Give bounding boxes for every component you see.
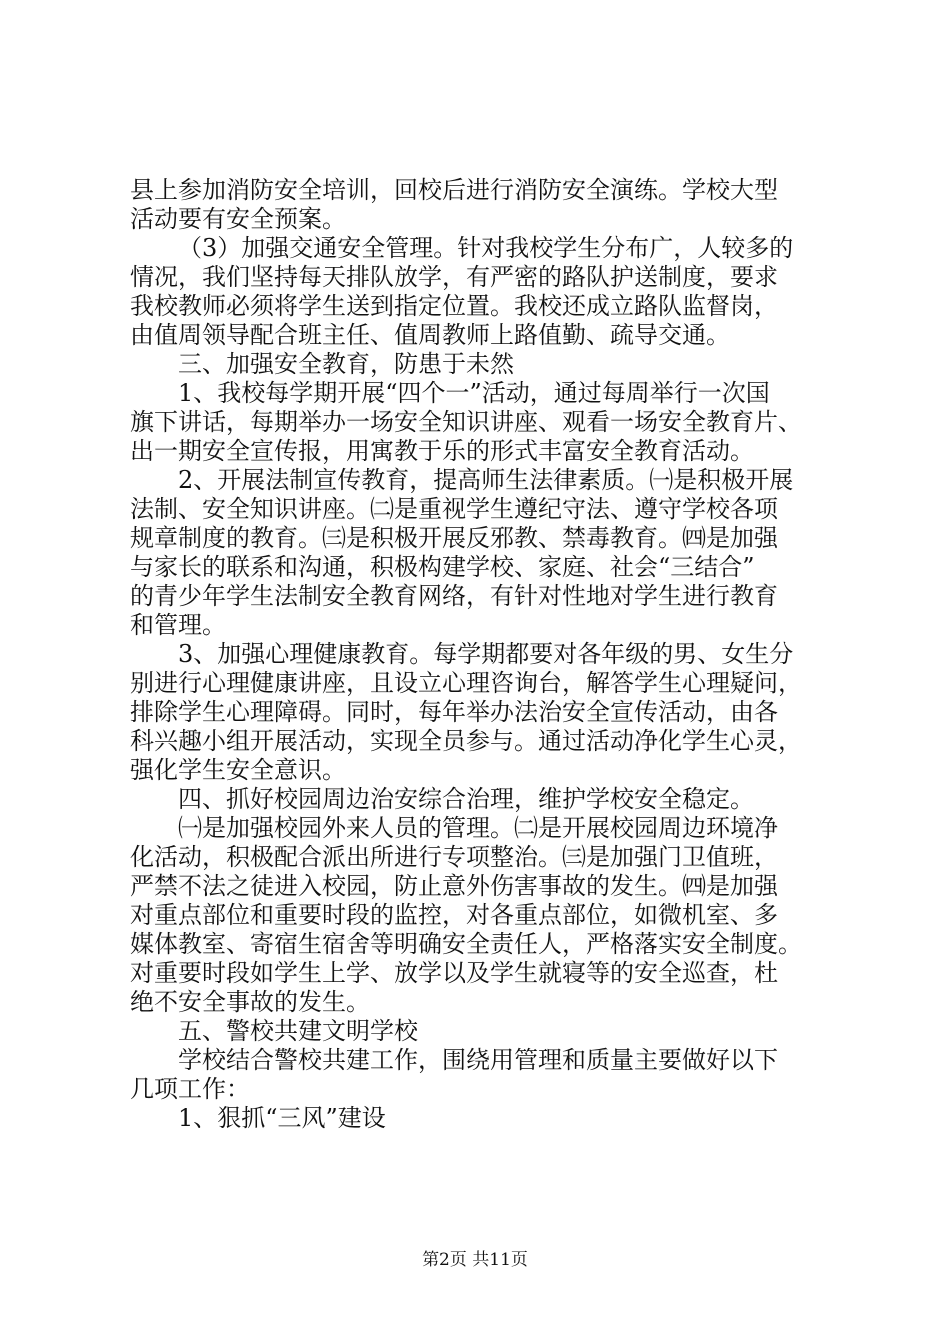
paragraph-first-line: 五、警校共建文明学校 [178, 1017, 418, 1045]
paragraph-line: 和管理。 [130, 611, 226, 639]
document-body [130, 176, 830, 1133]
paragraph-line: 化活动，积极配合派出所进行专项整治。㈢是加强门卫值班， [130, 843, 778, 871]
paragraph-first-line: 2、开展法制宣传教育，提高师生法律素质。㈠是积极开展 [178, 466, 794, 494]
paragraph-line: 县上参加消防安全培训，回校后进行消防安全演练。学校大型 [130, 176, 778, 204]
paragraph-first-line: ㈠是加强校园外来人员的管理。㈡是开展校园周边环境净 [178, 814, 778, 842]
paragraph-line: 媒体教室、寄宿生宿舍等明确安全责任人，严格落实安全制度。 [130, 930, 802, 958]
paragraph-line: 绝不安全事故的发生。 [130, 988, 370, 1016]
paragraph-line: 由值周领导配合班主任、值周教师上路值勤、疏导交通。 [130, 321, 730, 349]
paragraph-first-line: 四、抓好校园周边治安综合治理，维护学校安全稳定。 [178, 785, 754, 813]
paragraph-line: 排除学生心理障碍。同时，每年举办法治安全宣传活动，由各 [130, 698, 778, 726]
paragraph-line: 我校教师必须将学生送到指定位置。我校还成立路队监督岗， [130, 292, 778, 320]
paragraph-line: 旗下讲话，每期举办一场安全知识讲座、观看一场安全教育片、 [130, 408, 802, 436]
paragraph-first-line: 1、我校每学期开展“四个一”活动，通过每周举行一次国 [178, 379, 770, 407]
paragraph-first-line: 1、狠抓“三风”建设 [178, 1104, 386, 1132]
paragraph-line: 的青少年学生法制安全教育网络，有针对性地对学生进行教育 [130, 582, 778, 610]
paragraph-line: 强化学生安全意识。 [130, 756, 346, 784]
paragraph-line: 与家长的联系和沟通，积极构建学校、家庭、社会“三结合” [130, 553, 755, 581]
page-number-footer: 第2页 共11页 [422, 1250, 528, 1270]
paragraph-line: 严禁不法之徒进入校园，防止意外伤害事故的发生。㈣是加强 [130, 872, 778, 900]
paragraph-line: 法制、安全知识讲座。㈡是重视学生遵纪守法、遵守学校各项 [130, 495, 778, 523]
paragraph-line: 对重要时段如学生上学、放学以及学生就寝等的安全巡查，杜 [130, 959, 778, 987]
paragraph-line: 科兴趣小组开展活动，实现全员参与。通过活动净化学生心灵， [130, 727, 802, 755]
paragraph-first-line: 3、加强心理健康教育。每学期都要对各年级的男、女生分 [178, 640, 794, 668]
paragraph-line: 对重点部位和重要时段的监控，对各重点部位，如微机室、多 [130, 901, 778, 929]
paragraph-line: 出一期安全宣传报，用寓教于乐的形式丰富安全教育活动。 [130, 437, 754, 465]
paragraph-first-line: 学校结合警校共建工作，围绕用管理和质量主要做好以下 [178, 1046, 778, 1074]
paragraph-line: 活动要有安全预案。 [130, 205, 346, 233]
paragraph-first-line: （3）加强交通安全管理。针对我校学生分布广，人较多的 [178, 234, 794, 262]
paragraph-line: 规章制度的教育。㈢是积极开展反邪教、禁毒教育。㈣是加强 [130, 524, 778, 552]
paragraph-line: 情况，我们坚持每天排队放学，有严密的路队护送制度，要求 [130, 263, 778, 291]
paragraph-first-line: 三、加强安全教育，防患于未然 [178, 350, 514, 378]
paragraph-line: 几项工作： [130, 1075, 250, 1103]
paragraph-line: 别进行心理健康讲座，且设立心理咨询台，解答学生心理疑问， [130, 669, 802, 697]
